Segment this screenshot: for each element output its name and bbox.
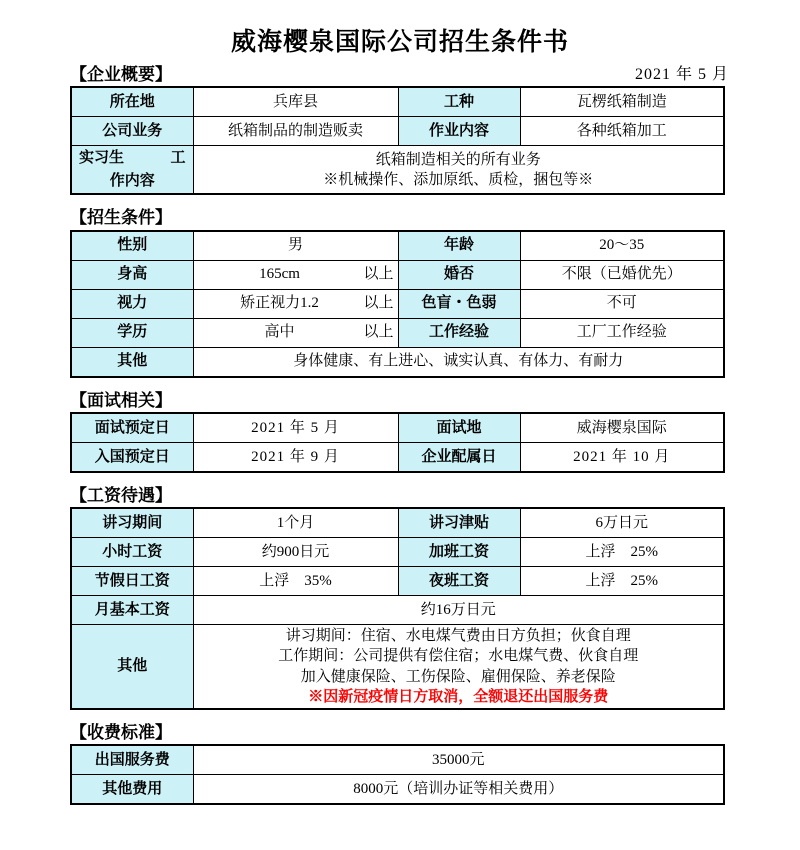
cell-label-height: 身高: [71, 260, 193, 289]
vision-value: 矫正视力1.2: [240, 295, 319, 312]
table-row: [71, 567, 724, 596]
table-row: [71, 596, 724, 625]
cell-value-color-blindness: 不可: [520, 289, 724, 318]
table-row: [71, 745, 724, 775]
cell-label-other-fee: 其他费用: [71, 775, 193, 805]
cell-label-assignment-date: 企业配属日: [398, 442, 520, 472]
cell-label-gender: 性别: [71, 231, 193, 261]
table-row: [71, 289, 724, 318]
cell-value-salary-other: [193, 625, 724, 710]
cell-label-hourly-wage: 小时工资: [71, 538, 193, 567]
table-row: [71, 442, 724, 472]
cell-label-intern-duties: [71, 146, 193, 195]
salary-other-line: 工作期间：公司提供有偿住宿；水电煤气费、伙食自理: [278, 648, 639, 665]
intern-duties-label: [76, 147, 189, 192]
cell-value-entry-date: 2021 年 9 月: [193, 442, 398, 472]
cell-value-vision: [193, 289, 398, 318]
cell-value-conditions-other: 身体健康、有上进心、诚实认真、有体力、有耐力: [193, 347, 724, 377]
intern-label-part3: 作内容: [109, 172, 155, 189]
table-row: [71, 231, 724, 261]
cell-value-training-allowance: 6万日元: [520, 508, 724, 538]
section-header-salary: [70, 485, 733, 507]
cell-value-company-business: 纸箱制品的制造贩卖: [193, 117, 398, 146]
section-header-fees: [70, 722, 733, 744]
page-title: 威海樱泉国际公司招生条件书: [230, 29, 569, 56]
cell-value-other-fee: 8000元（培训办证等相关费用）: [193, 775, 724, 805]
table-row: [71, 625, 724, 710]
table-row: [71, 318, 724, 347]
cell-value-location: 兵库县: [193, 87, 398, 117]
table-row: [71, 146, 724, 195]
cell-label-overseas-service-fee: 出国服务费: [71, 745, 193, 775]
section-header-interview: [70, 390, 733, 412]
table-recruitment-conditions: [70, 230, 725, 378]
section-header-company-overview: [70, 64, 733, 86]
cell-value-education: [193, 318, 398, 347]
cell-label-marital-status: 婚否: [398, 260, 520, 289]
cell-value-training-period: 1个月: [193, 508, 398, 538]
vision-qualifier: 以上: [363, 295, 394, 312]
cell-label-holiday-wage: 节假日工资: [71, 567, 193, 596]
cell-value-height: [193, 260, 398, 289]
covid-refund-warning: ※因新冠疫情日方取消，全额退还出国服务费: [308, 688, 609, 705]
table-row: [71, 117, 724, 146]
cell-label-work-experience: 工作经验: [398, 318, 520, 347]
cell-label-entry-date: 入国预定日: [71, 442, 193, 472]
table-company-overview: [70, 86, 725, 195]
document-page: [0, 22, 800, 850]
height-value: 165cm: [259, 266, 300, 283]
cell-value-overtime-wage: 上浮 25%: [520, 538, 724, 567]
education-value: 高中: [264, 324, 295, 341]
cell-label-age: 年龄: [398, 231, 520, 261]
cell-value-work-content: 各种纸箱加工: [520, 117, 724, 146]
cell-value-monthly-base-wage: 约16万日元: [193, 596, 724, 625]
cell-label-color-blindness: 色盲・色弱: [398, 289, 520, 318]
table-row: [71, 260, 724, 289]
cell-label-monthly-base-wage: 月基本工资: [71, 596, 193, 625]
height-qualifier: 以上: [363, 266, 394, 283]
section-title-recruitment-conditions: 【招生条件】: [70, 208, 172, 228]
cell-value-interview-date: 2021 年 5 月: [193, 413, 398, 443]
cell-label-job-type: 工种: [398, 87, 520, 117]
table-row: [71, 538, 724, 567]
table-fees: [70, 744, 725, 805]
table-row: [71, 775, 724, 805]
cell-value-assignment-date: 2021 年 10 月: [520, 442, 724, 472]
table-row: [71, 347, 724, 377]
intern-duty-line: 纸箱制造相关的所有业务: [375, 151, 541, 168]
cell-label-work-content: 作业内容: [398, 117, 520, 146]
intern-label-part1: 实习生: [79, 150, 125, 167]
cell-label-vision: 视力: [71, 289, 193, 318]
cell-label-interview-date: 面试预定日: [71, 413, 193, 443]
salary-other-line: 加入健康保险、工伤保险、雇佣保险、养老保险: [300, 668, 616, 685]
cell-value-intern-duties: [193, 146, 724, 195]
cell-label-company-business: 公司业务: [71, 117, 193, 146]
cell-label-night-shift-wage: 夜班工资: [398, 567, 520, 596]
document-date: 2021 年 5 月: [634, 66, 729, 84]
table-salary: [70, 507, 725, 710]
cell-value-gender: 男: [193, 231, 398, 261]
cell-label-training-period: 讲习期间: [71, 508, 193, 538]
cell-value-work-experience: 工厂工作经验: [520, 318, 724, 347]
cell-value-age: 20～35: [520, 231, 724, 261]
section-title-fees: 【收费标准】: [70, 723, 172, 742]
cell-value-marital-status: 不限（已婚优先）: [520, 260, 724, 289]
table-interview: [70, 412, 725, 473]
cell-value-overseas-service-fee: 35000元: [193, 745, 724, 775]
section-title-salary: 【工资待遇】: [70, 485, 172, 505]
cell-label-overtime-wage: 加班工资: [398, 538, 520, 567]
intern-label-part2: 工: [170, 150, 186, 167]
section-header-recruitment-conditions: [70, 207, 733, 229]
salary-other-line: 讲习期间：住宿、水电煤气费由日方负担；伙食自理: [285, 628, 631, 644]
cell-label-conditions-other: 其他: [71, 347, 193, 377]
cell-label-training-allowance: 讲习津贴: [398, 508, 520, 538]
table-row: [71, 413, 724, 443]
cell-value-holiday-wage: 上浮 35%: [193, 567, 398, 596]
cell-label-education: 学历: [71, 318, 193, 347]
cell-label-interview-place: 面试地: [398, 413, 520, 443]
cell-value-hourly-wage: 约900日元: [193, 538, 398, 567]
cell-label-location: 所在地: [71, 87, 193, 117]
intern-duty-line: ※机械操作、添加原纸、质检，捆包等※: [323, 171, 594, 188]
section-title-company-overview: 【企业概要】: [70, 65, 172, 84]
section-title-interview: 【面试相关】: [70, 390, 172, 410]
cell-value-night-shift-wage: 上浮 25%: [520, 567, 724, 596]
table-row: [71, 508, 724, 538]
table-row: [71, 87, 724, 117]
cell-value-interview-place: 威海樱泉国际: [520, 413, 724, 443]
education-qualifier: 以上: [363, 324, 394, 341]
cell-label-salary-other: 其他: [71, 625, 193, 710]
cell-value-job-type: 瓦楞纸箱制造: [520, 87, 724, 117]
